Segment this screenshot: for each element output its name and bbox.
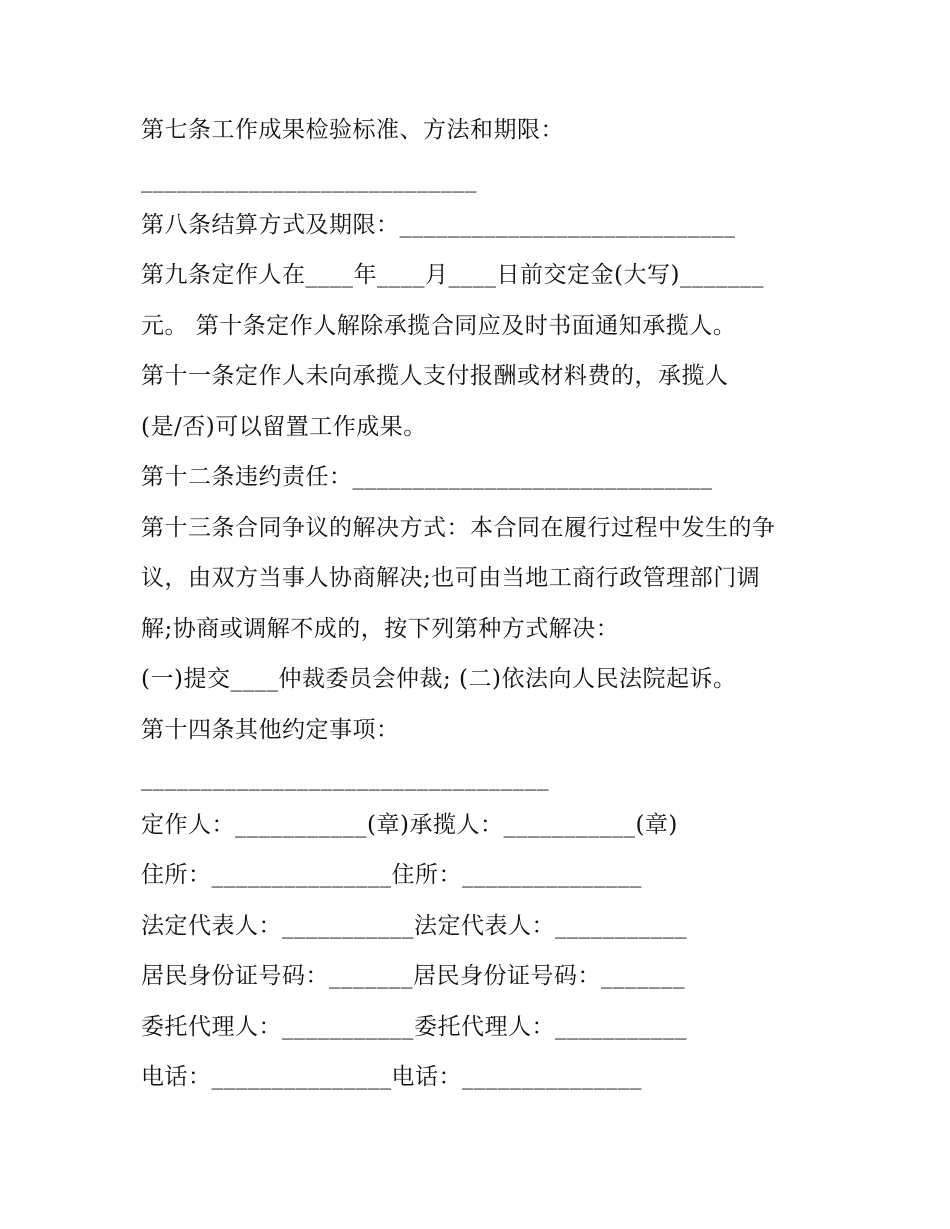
article-14-blank-line: __________________________________ <box>141 765 549 791</box>
article-7-blank-line: ____________________________ <box>141 167 477 193</box>
article-11-payment: 第十一条定作人未向承揽人支付报酬或材料费的，承揽人 <box>141 363 729 389</box>
article-11-lien: (是/否)可以留置工作成果。 <box>141 414 427 440</box>
article-7-inspection-standards: 第七条工作成果检验标准、方法和期限： <box>141 117 564 143</box>
article-13-options: (一)提交____仲裁委员会仲裁; (二)依法向人民法院起诉。 <box>141 666 737 692</box>
signature-id-number: 居民身份证号码：_______居民身份证号码：_______ <box>141 963 685 989</box>
signature-phone: 电话：_______________电话：_______________ <box>141 1064 642 1090</box>
signature-address: 住所：_______________住所：_______________ <box>141 862 642 888</box>
article-10-termination: 元。 第十条定作人解除承揽合同应及时书面通知承揽人。 <box>141 313 737 339</box>
signature-parties: 定作人：___________(章)承揽人：___________(章) <box>141 812 678 838</box>
article-13-dispute-line-2: 议，由双方当事人协商解决;也可由当地工商行政管理部门调 <box>141 565 761 591</box>
article-14-other-matters: 第十四条其他约定事项： <box>141 717 400 743</box>
article-9-deposit: 第九条定作人在____年____月____日前交定金(大写)_______ <box>141 262 764 288</box>
article-8-settlement: 第八条结算方式及期限：____________________________ <box>141 212 736 238</box>
signature-legal-representative: 法定代表人：___________法定代表人：___________ <box>141 913 687 939</box>
article-13-dispute-line-1: 第十三条合同争议的解决方式：本合同在履行过程中发生的争 <box>141 515 776 541</box>
article-12-liability: 第十二条违约责任：______________________________ <box>141 464 713 490</box>
article-13-dispute-line-3: 解;协商或调解不成的，按下列第种方式解决： <box>141 616 620 642</box>
signature-agent: 委托代理人：___________委托代理人：___________ <box>141 1014 687 1040</box>
